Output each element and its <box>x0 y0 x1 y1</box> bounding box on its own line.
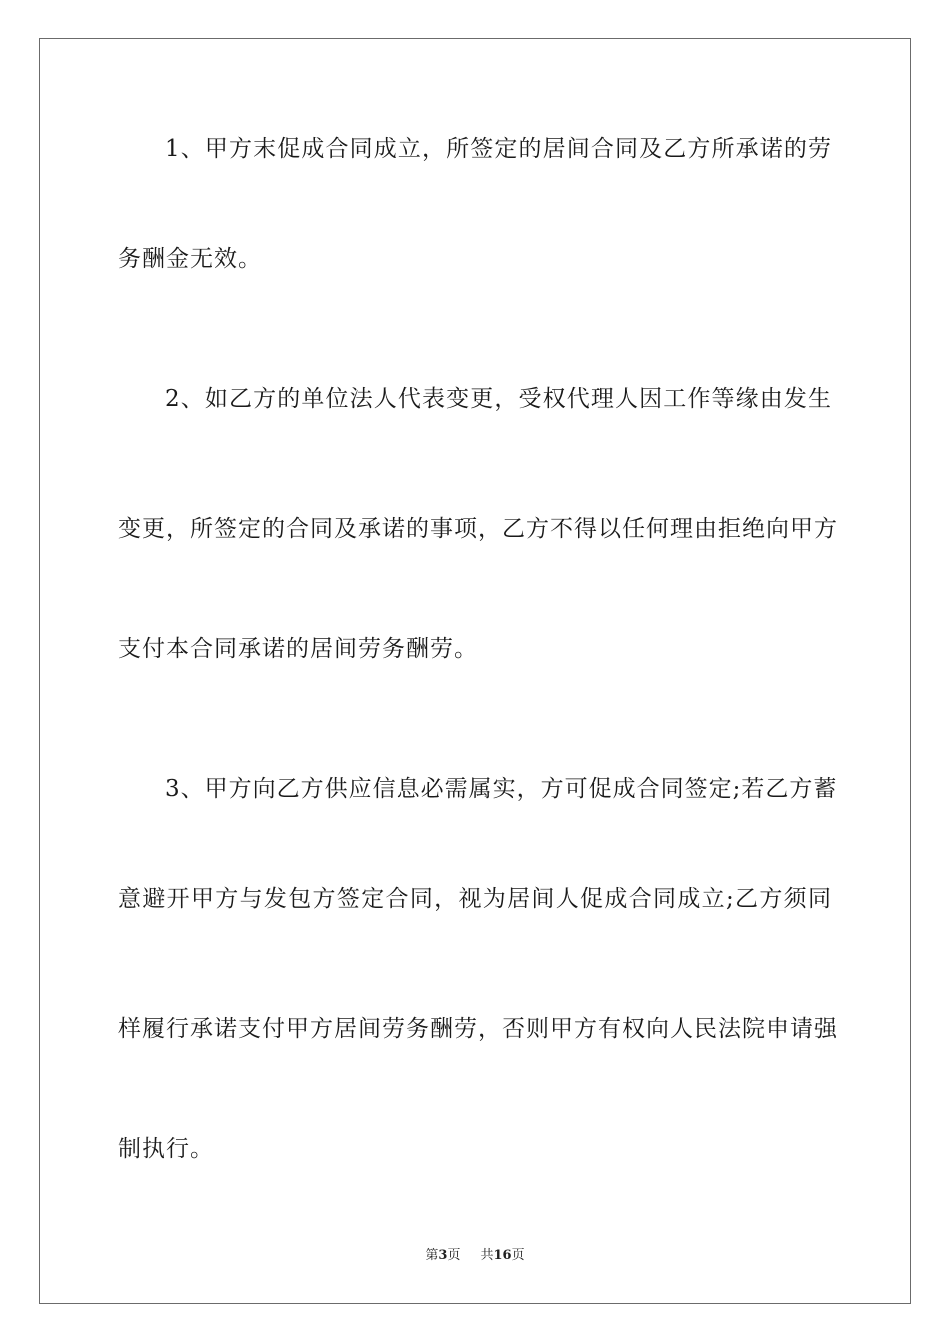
paragraph-2-line-3: 支付本合同承诺的居间劳务酬劳。 <box>118 636 478 662</box>
paragraph-3-line-3: 样履行承诺支付甲方居间劳务酬劳，否则甲方有权向人民法院申请强 <box>118 1016 838 1042</box>
page-suffix: 页 <box>447 1248 461 1263</box>
paragraph-3-line-4: 制执行。 <box>118 1136 214 1162</box>
paragraph-2-line-2: 变更，所签定的合同及承诺的事项，乙方不得以任何理由拒绝向甲方 <box>118 516 838 542</box>
total-suffix: 页 <box>511 1248 525 1263</box>
page-prefix: 第 <box>425 1248 439 1263</box>
paragraph-3-line-2: 意避开甲方与发包方签定合同，视为居间人促成合同成立;乙方须同 <box>118 886 832 912</box>
total-pages: 16 <box>493 1248 512 1263</box>
paragraph-1-line-2: 务酬金无效。 <box>118 246 262 272</box>
page-number: 3 <box>438 1248 448 1263</box>
page-footer <box>40 1247 910 1265</box>
paragraph-2-line-1: 2、如乙方的单位法人代表变更，受权代理人因工作等缘由发生 <box>165 386 832 412</box>
paragraph-3-line-1: 3、甲方向乙方供应信息必需属实，方可促成合同签定;若乙方蓄 <box>165 776 838 802</box>
total-prefix: 共 <box>480 1248 494 1263</box>
paragraph-1-line-1: 1、甲方末促成合同成立，所签定的居间合同及乙方所承诺的劳 <box>165 136 832 162</box>
page-frame <box>39 38 911 1304</box>
